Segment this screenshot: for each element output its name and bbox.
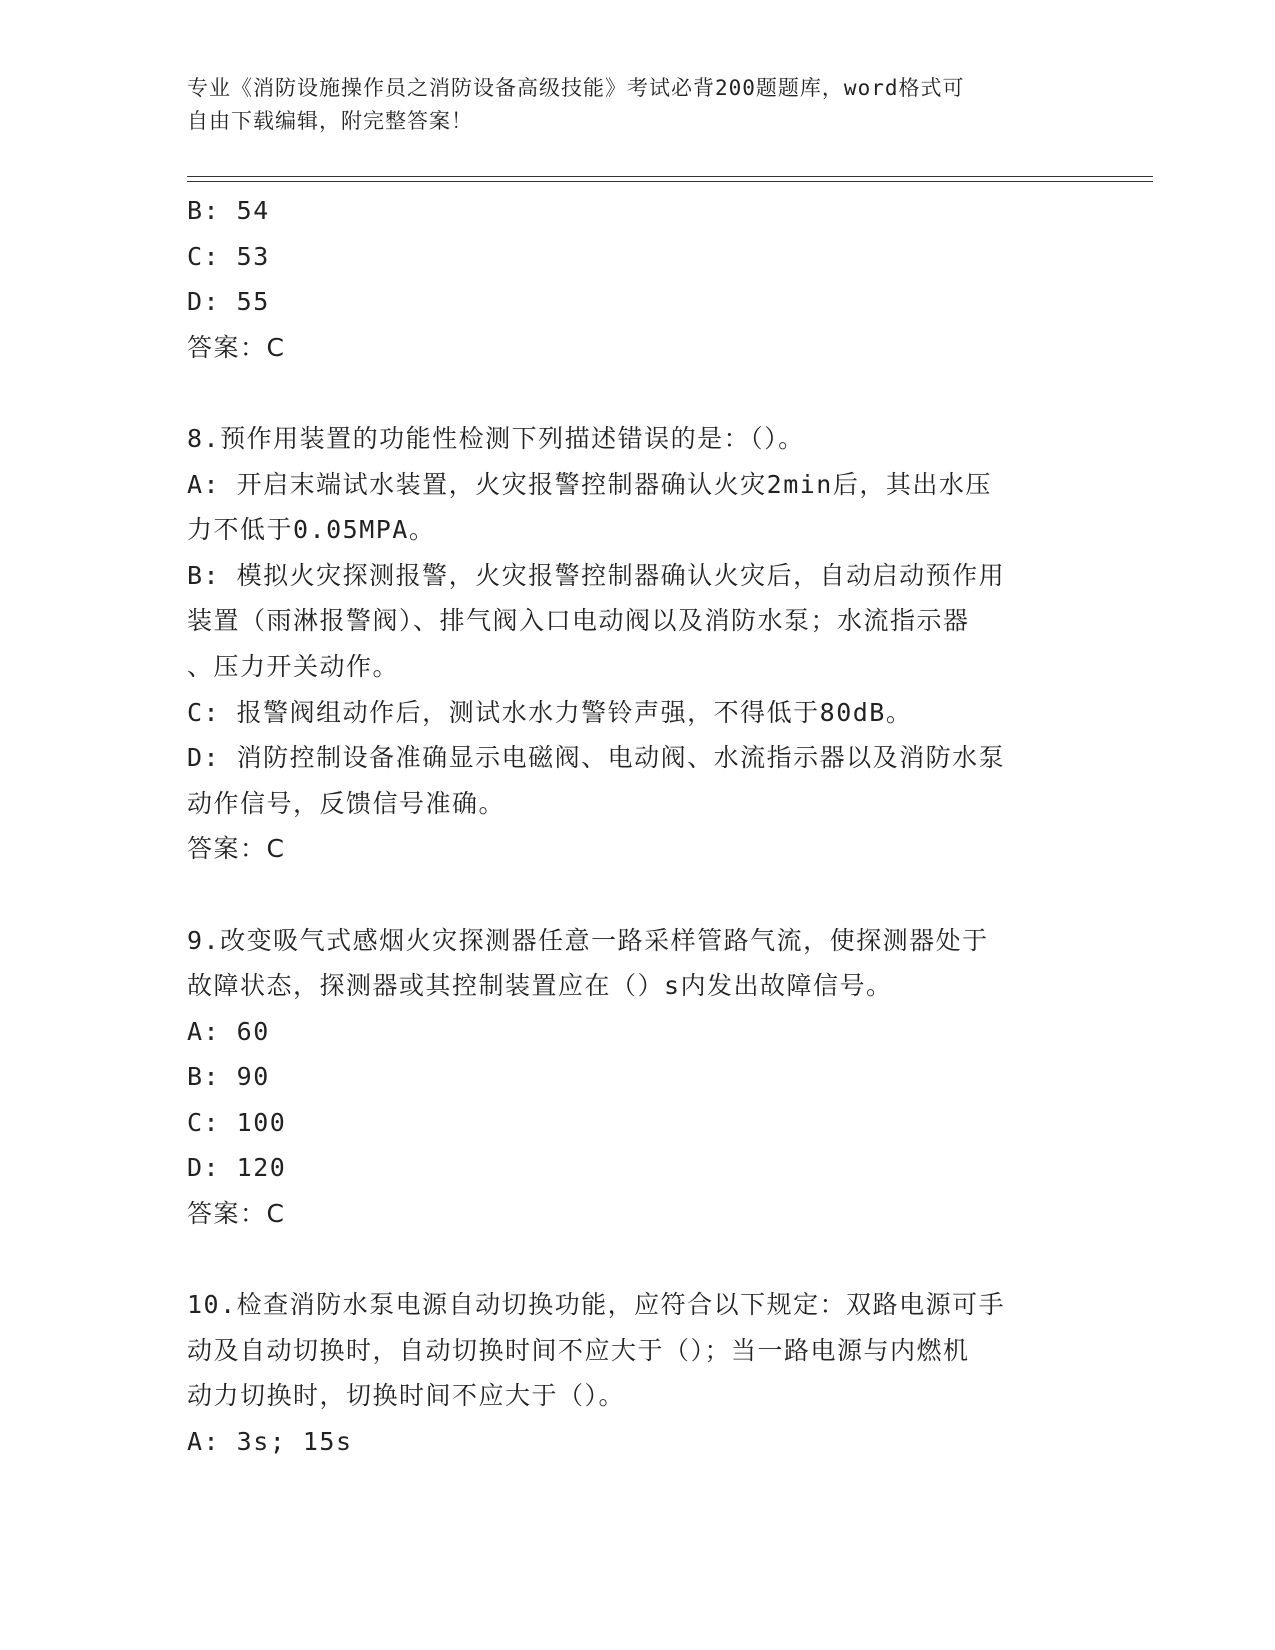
question-8 — [187, 416, 1077, 872]
header-divider-top — [187, 176, 1153, 177]
answer-line: 答案：C — [187, 332, 286, 362]
option-c: C: 100 — [187, 1107, 287, 1137]
option-b-line-2: 装置（雨淋报警阀）、排气阀入口电动阀以及消防水泵；水流指示器 — [187, 606, 970, 636]
option-b-line-1: B: 模拟火灾探测报警，火灾报警控制器确认火灾后，自动启动预作用 — [187, 560, 1006, 590]
question-spacer — [187, 1237, 1077, 1283]
answer-line: 答案：C — [187, 834, 286, 864]
question-9 — [187, 918, 1077, 1237]
option-c: C: 53 — [187, 241, 270, 271]
option-d-line-2: 动作信号，反馈信号准确。 — [187, 788, 506, 818]
option-a: A: 3s; 15s — [187, 1427, 353, 1457]
question-stem: 8.预作用装置的功能性检测下列描述错误的是：（）。 — [187, 423, 805, 453]
question-10 — [187, 1282, 1077, 1464]
option-d: D: 55 — [187, 287, 270, 317]
option-c: C: 报警阀组动作后，测试水水力警铃声强，不得低于80dB。 — [187, 697, 913, 727]
header-title-line-2: 自由下载编辑，附完整答案！ — [187, 109, 473, 133]
question-spacer — [187, 872, 1077, 918]
option-d-line-1: D: 消防控制设备准确显示电磁阀、电动阀、水流指示器以及消防水泵 — [187, 743, 1006, 773]
option-d: D: 120 — [187, 1153, 287, 1183]
header-divider-bottom — [187, 181, 1153, 182]
option-a-line-1: A: 开启末端试水装置，火灾报警控制器确认火灾2min后，其出水压 — [187, 469, 992, 499]
question-stem-line-2: 故障状态，探测器或其控制装置应在（）s内发出故障信号。 — [187, 971, 893, 1001]
option-a-line-2: 力不低于0.05MPA。 — [187, 515, 436, 545]
question-list — [187, 188, 1077, 1465]
option-b: B: 54 — [187, 196, 270, 225]
answer-line: 答案：C — [187, 1199, 286, 1229]
question-stem-line-3: 动力切换时，切换时间不应大于（）。 — [187, 1381, 626, 1411]
header-title-line-1: 专业《消防设施操作员之消防设备高级技能》考试必背200题题库，word格式可 — [187, 76, 965, 100]
option-b-line-3: 、压力开关动作。 — [187, 651, 400, 681]
question-spacer — [187, 370, 1077, 416]
option-a: A: 60 — [187, 1016, 270, 1046]
question-stem-line-1: 10.检查消防水泵电源自动切换功能，应符合以下规定：双路电源可手 — [187, 1290, 1006, 1320]
question-7-tail — [187, 188, 1077, 370]
document-header — [187, 72, 1077, 138]
question-stem-line-2: 动及自动切换时，自动切换时间不应大于（）；当一路电源与内燃机 — [187, 1335, 970, 1365]
question-stem-line-1: 9.改变吸气式感烟火灾探测器任意一路采样管路气流，使探测器处于 — [187, 925, 989, 955]
option-b: B: 90 — [187, 1062, 270, 1092]
